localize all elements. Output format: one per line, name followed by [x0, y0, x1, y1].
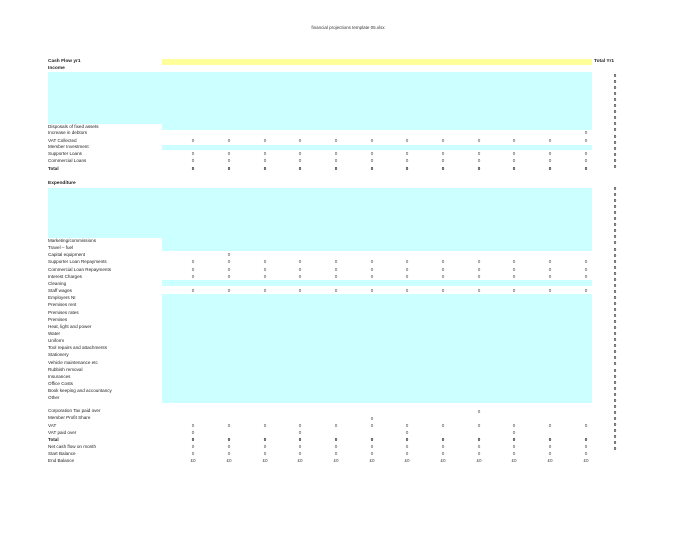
cell-value[interactable]: 0: [191, 430, 195, 435]
summary-row: Total: [48, 437, 59, 442]
expenditure-row: Employers NI: [48, 295, 76, 301]
cell-value[interactable]: 0: [405, 166, 409, 171]
expenditure-row: Tool repairs and attachments: [48, 345, 107, 351]
cell-value[interactable]: 0: [405, 288, 409, 294]
total-yr1-value: 0: [613, 115, 617, 121]
expenditure-row: Interest Charges: [48, 273, 82, 279]
cell-value[interactable]: 0: [548, 288, 552, 294]
total-yr1-value: 0: [613, 355, 617, 361]
cell-value[interactable]: 0: [548, 423, 552, 428]
cell-value[interactable]: 0: [263, 166, 267, 171]
total-yr1-value: 0: [613, 240, 617, 246]
cell-value[interactable]: 0: [298, 430, 302, 435]
total-yr1-value: 0: [613, 145, 617, 151]
total-yr1-value: 0: [613, 121, 617, 127]
total-yr1-value: 0: [613, 163, 617, 169]
total-yr1-value: 0: [613, 210, 617, 216]
cell-value[interactable]: 0: [298, 451, 302, 456]
cell-value[interactable]: 0: [227, 273, 231, 279]
cell-value[interactable]: 0: [191, 423, 195, 428]
cell-value[interactable]: 0: [370, 273, 374, 279]
cell-value[interactable]: 0: [227, 166, 231, 171]
income-input-area: [48, 72, 592, 124]
cell-value[interactable]: 0: [512, 158, 516, 163]
cell-value[interactable]: 0: [584, 138, 588, 143]
cell-value[interactable]: 0: [512, 430, 516, 435]
cell-value[interactable]: 0: [227, 138, 231, 143]
cell-value[interactable]: 0: [477, 259, 481, 265]
income-row: Member Investment: [48, 144, 89, 149]
cell-value[interactable]: 0: [227, 444, 231, 449]
cell-value[interactable]: 0: [227, 288, 231, 294]
cell-value[interactable]: £0: [404, 458, 410, 463]
expenditure-row: Marketing/commissions: [48, 238, 96, 243]
total-yr1-value: 0: [613, 373, 617, 379]
total-yr1-value: 0: [613, 73, 617, 78]
income-row: Total: [48, 166, 59, 171]
total-yr1-value: 0: [613, 216, 617, 222]
cell-value[interactable]: 0: [441, 158, 445, 163]
cell-value[interactable]: £0: [547, 458, 553, 463]
expenditure-row: Book keeping and accountancy: [48, 388, 112, 394]
expenditure-row: Supporter Loan Repayments: [48, 259, 107, 265]
cell-value[interactable]: 0: [191, 266, 195, 272]
cell-value[interactable]: £0: [262, 458, 268, 463]
cell-value[interactable]: 0: [441, 423, 445, 428]
cell-value[interactable]: 0: [263, 259, 267, 265]
cell-value[interactable]: 0: [477, 166, 481, 171]
cell-value[interactable]: 0: [370, 266, 374, 272]
total-yr1-value: 0: [613, 79, 617, 85]
header-band: [162, 59, 592, 65]
cell-value[interactable]: 0: [584, 451, 588, 456]
total-yr1-value: 0: [613, 270, 617, 276]
cell-value[interactable]: 0: [191, 138, 195, 143]
cell-value[interactable]: 0: [334, 437, 338, 442]
total-yr1-value: 0: [613, 186, 617, 191]
income-row: Commercial Loans: [48, 158, 87, 163]
cell-value[interactable]: 0: [334, 451, 338, 456]
expenditure-row: Staff wages: [48, 288, 72, 294]
cell-value[interactable]: 0: [405, 451, 409, 456]
total-yr1-value: 0: [613, 343, 617, 349]
total-yr1-value: 0: [613, 204, 617, 210]
cell-value[interactable]: 0: [441, 138, 445, 143]
total-yr1-value: 0: [613, 151, 617, 157]
cell-value[interactable]: 0: [584, 444, 588, 449]
sheet-heading: Cash Flow yr1: [48, 59, 81, 64]
cell-value[interactable]: 0: [227, 259, 231, 265]
cell-value[interactable]: £0: [333, 458, 339, 463]
cell-value[interactable]: 0: [263, 288, 267, 294]
cell-value[interactable]: 0: [584, 151, 588, 156]
cell-value[interactable]: 0: [334, 158, 338, 163]
cell-value[interactable]: 0: [370, 151, 374, 156]
cell-value[interactable]: 0: [441, 451, 445, 456]
cell-value[interactable]: 0: [548, 158, 552, 163]
cell-value[interactable]: 0: [370, 437, 374, 442]
total-yr1-value: 0: [613, 91, 617, 97]
income-row: Supporter Loans: [48, 151, 82, 156]
cell-value[interactable]: 0: [584, 266, 588, 272]
cell-value[interactable]: 0: [512, 451, 516, 456]
cell-value[interactable]: 0: [548, 138, 552, 143]
total-yr1-value: 0: [613, 415, 617, 421]
cell-value[interactable]: 0: [263, 158, 267, 163]
total-yr1-value: 0: [613, 367, 617, 373]
summary-row: Net cash flow on month: [48, 444, 97, 449]
cell-value[interactable]: 0: [298, 166, 302, 171]
expenditure-input-area: [48, 188, 592, 238]
cell-value[interactable]: 0: [512, 288, 516, 294]
cell-value[interactable]: £0: [440, 458, 446, 463]
cell-value[interactable]: 0: [191, 158, 195, 163]
cell-value[interactable]: 0: [263, 451, 267, 456]
total-yr1-value: 0: [613, 264, 617, 270]
cell-value[interactable]: 0: [370, 451, 374, 456]
cell-value[interactable]: 0: [370, 158, 374, 163]
expenditure-row: Other: [48, 395, 60, 401]
cell-value[interactable]: 0: [405, 266, 409, 272]
cell-value[interactable]: 0: [584, 423, 588, 428]
cell-value[interactable]: 0: [191, 437, 195, 442]
cell-value[interactable]: 0: [370, 166, 374, 171]
cell-value[interactable]: 0: [298, 158, 302, 163]
cell-value[interactable]: 0: [477, 151, 481, 156]
total-yr1-value: 0: [613, 109, 617, 115]
total-yr1-value: 0: [613, 157, 617, 163]
total-yr1-value: 0: [613, 97, 617, 103]
total-yr1-value: 0: [613, 446, 617, 452]
total-yr1-value: 0: [613, 397, 617, 403]
overheads-band: [162, 294, 592, 403]
cell-value[interactable]: £0: [297, 458, 303, 463]
cell-value[interactable]: 0: [263, 423, 267, 428]
cell-value[interactable]: 0: [191, 166, 195, 171]
cell-value[interactable]: 0: [227, 437, 231, 442]
total-yr1-value: 0: [613, 276, 617, 282]
cell-value[interactable]: 0: [512, 266, 516, 272]
cell-value[interactable]: 0: [298, 444, 302, 449]
cell-value[interactable]: 0: [227, 252, 231, 257]
cell-value[interactable]: 0: [334, 273, 338, 279]
cell-value[interactable]: 0: [405, 259, 409, 265]
cell-value[interactable]: 0: [298, 288, 302, 294]
cell-value[interactable]: 0: [584, 288, 588, 294]
expenditure-row: Water: [48, 330, 61, 336]
cell-value[interactable]: 0: [477, 266, 481, 272]
cell-value[interactable]: 0: [512, 151, 516, 156]
total-yr1-value: 0: [613, 331, 617, 337]
summary-row: Member Profit Share: [48, 415, 91, 420]
summary-row: VAT: [48, 423, 57, 428]
total-yr1-value: 0: [613, 133, 617, 139]
cell-value[interactable]: 0: [441, 266, 445, 272]
cell-value[interactable]: 0: [263, 273, 267, 279]
total-yr1-value: 0: [613, 85, 617, 91]
total-yr1-value: 0: [613, 319, 617, 325]
cell-value[interactable]: 0: [477, 273, 481, 279]
expenditure-row: Premises rates: [48, 309, 79, 315]
cell-value[interactable]: 0: [227, 423, 231, 428]
expenditure-row: Rubbish removal: [48, 366, 83, 372]
cell-value[interactable]: 0: [548, 437, 552, 442]
cell-value[interactable]: 0: [477, 288, 481, 294]
expenditure-input-area-right: [162, 238, 592, 251]
total-yr1-value: 0: [613, 325, 617, 331]
cell-value[interactable]: £0: [190, 458, 196, 463]
cell-value[interactable]: 0: [334, 166, 338, 171]
cell-value[interactable]: 0: [405, 444, 409, 449]
expenditure-row: Cleaning: [48, 280, 67, 286]
cell-value[interactable]: 0: [370, 423, 374, 428]
total-yr1-value: 0: [613, 440, 617, 446]
cell-value[interactable]: 0: [227, 451, 231, 456]
expenditure-row: Commercial Loan Repayments: [48, 266, 112, 272]
cell-value[interactable]: 0: [370, 288, 374, 294]
expenditure-row: Stationery: [48, 352, 69, 358]
cell-value[interactable]: 0: [405, 273, 409, 279]
income-row: Disposals of fixed assets: [48, 124, 99, 129]
cell-value[interactable]: £0: [369, 458, 375, 463]
cell-value[interactable]: 0: [477, 451, 481, 456]
cell-value[interactable]: 0: [263, 266, 267, 272]
total-yr1-value: 0: [613, 403, 617, 409]
cell-value[interactable]: 0: [263, 138, 267, 143]
cell-value[interactable]: 0: [227, 151, 231, 156]
total-yr1-value: 0: [613, 307, 617, 312]
cell-value[interactable]: 0: [191, 259, 195, 265]
income-row: VAT Collected: [48, 138, 77, 143]
cell-value[interactable]: 0: [548, 266, 552, 272]
income-row: Increase in debtors: [48, 130, 88, 135]
cell-value[interactable]: 0: [477, 444, 481, 449]
total-yr1-value: 0: [613, 421, 617, 427]
total-yr1-value: 0: [613, 337, 617, 343]
total-yr1-value: 0: [613, 228, 617, 234]
cell-value[interactable]: 0: [227, 266, 231, 272]
cell-value[interactable]: 0: [191, 451, 195, 456]
cell-value[interactable]: 0: [334, 259, 338, 265]
cell-value[interactable]: 0: [584, 273, 588, 279]
expenditure-row: Premises rent: [48, 302, 77, 308]
cell-value[interactable]: 0: [405, 158, 409, 163]
cell-value[interactable]: 0: [334, 423, 338, 428]
cell-value[interactable]: 0: [477, 409, 481, 414]
summary-row: Corporation Tax paid over: [48, 408, 101, 413]
cell-value[interactable]: £0: [583, 458, 589, 463]
cell-value[interactable]: 0: [441, 437, 445, 442]
cell-value[interactable]: 0: [512, 437, 516, 442]
cell-value[interactable]: 0: [405, 437, 409, 442]
cell-value[interactable]: 0: [370, 416, 374, 421]
total-yr1-value: 0: [613, 234, 617, 240]
total-yr1-value: 0: [613, 391, 617, 397]
cell-value[interactable]: 0: [298, 266, 302, 272]
total-yr1-value: 0: [613, 313, 617, 319]
total-yr1-value: 0: [613, 409, 617, 415]
cell-value[interactable]: 0: [441, 151, 445, 156]
cell-value[interactable]: 0: [263, 437, 267, 442]
cell-value[interactable]: 0: [548, 273, 552, 279]
cell-value[interactable]: 0: [334, 138, 338, 143]
cell-value[interactable]: £0: [476, 458, 482, 463]
total-yr1-value: 0: [613, 192, 617, 198]
cell-value[interactable]: 0: [370, 444, 374, 449]
cell-value[interactable]: 0: [548, 451, 552, 456]
cell-value[interactable]: 0: [477, 138, 481, 143]
cell-value[interactable]: 0: [405, 423, 409, 428]
cell-value[interactable]: 0: [512, 423, 516, 428]
expenditure-row: Premises: [48, 316, 68, 322]
cell-value[interactable]: 0: [263, 444, 267, 449]
expenditure-row: Uniform: [48, 338, 65, 344]
cell-value[interactable]: 0: [298, 259, 302, 265]
cell-value[interactable]: 0: [334, 444, 338, 449]
cell-value[interactable]: 0: [298, 423, 302, 428]
expenditure-row: Office Costs: [48, 381, 73, 386]
expenditure-row: Insurances: [48, 373, 71, 379]
total-yr1-value: 0: [613, 252, 617, 258]
cell-value[interactable]: 0: [548, 259, 552, 265]
cell-value[interactable]: 0: [263, 151, 267, 156]
cell-value[interactable]: 0: [584, 158, 588, 163]
cell-value[interactable]: 0: [191, 273, 195, 279]
cell-value[interactable]: 0: [441, 259, 445, 265]
cell-value[interactable]: 0: [477, 437, 481, 442]
cell-value[interactable]: 0: [477, 423, 481, 428]
cell-value[interactable]: 0: [370, 138, 374, 143]
cell-value[interactable]: 0: [405, 151, 409, 156]
cell-value[interactable]: 0: [191, 288, 195, 294]
cell-value[interactable]: 0: [334, 288, 338, 294]
expenditure-row: Capital equipment: [48, 252, 86, 258]
cleaning-band: [162, 280, 592, 286]
total-yr1-value: 0: [613, 349, 617, 355]
total-column-header: Total Yr1: [594, 59, 615, 64]
cell-value[interactable]: 0: [441, 288, 445, 294]
member-investment-band: [162, 145, 592, 150]
cell-value[interactable]: £0: [511, 458, 517, 463]
total-yr1-value: 0: [613, 434, 617, 440]
cell-value[interactable]: 0: [370, 259, 374, 265]
summary-row: VAT paid over: [48, 430, 77, 435]
total-yr1-value: 0: [613, 127, 617, 133]
cell-value[interactable]: 0: [512, 138, 516, 143]
cell-value[interactable]: 0: [298, 437, 302, 442]
cell-value[interactable]: 0: [512, 259, 516, 265]
cell-value[interactable]: 0: [477, 158, 481, 163]
cell-value[interactable]: 0: [441, 444, 445, 449]
cell-value[interactable]: 0: [405, 138, 409, 143]
total-yr1-value: 0: [613, 282, 617, 288]
cell-value[interactable]: 0: [227, 158, 231, 163]
cell-value[interactable]: 0: [512, 444, 516, 449]
cell-value[interactable]: 0: [298, 273, 302, 279]
cell-value[interactable]: 0: [405, 430, 409, 435]
cell-value[interactable]: 0: [441, 166, 445, 171]
total-yr1-value: 0: [613, 258, 617, 264]
cell-value[interactable]: 0: [298, 138, 302, 143]
total-yr1-value: 0: [613, 103, 617, 109]
cell-value[interactable]: 0: [584, 259, 588, 265]
total-yr1-value: 0: [613, 288, 617, 294]
summary-row: End Balance: [48, 458, 75, 463]
income-input-area-right: [162, 124, 592, 130]
cell-value[interactable]: 0: [584, 166, 588, 171]
total-yr1-value: 0: [613, 222, 617, 228]
cell-value[interactable]: £0: [226, 458, 232, 463]
total-yr1-value: 0: [613, 246, 617, 252]
summary-row: Start Balance: [48, 451, 76, 456]
total-yr1-value: 0: [613, 428, 617, 433]
total-yr1-value: 0: [613, 379, 617, 385]
cell-value[interactable]: 0: [334, 266, 338, 272]
cell-value[interactable]: 0: [512, 273, 516, 279]
income-heading: Income: [48, 66, 65, 71]
document-title: financial projections template 05.xlsx: [311, 25, 385, 30]
total-yr1-value: 0: [613, 198, 617, 204]
cell-value[interactable]: 0: [441, 273, 445, 279]
cell-value[interactable]: 0: [298, 151, 302, 156]
total-yr1-value: 0: [613, 300, 617, 306]
cell-value[interactable]: 0: [512, 166, 516, 171]
expenditure-row: Vehicle maintenance etc: [48, 359, 98, 365]
cell-value[interactable]: 0: [191, 444, 195, 449]
total-yr1-value: 0: [613, 385, 617, 391]
cell-value[interactable]: 0: [191, 151, 195, 156]
cell-value[interactable]: 0: [548, 166, 552, 171]
cell-value[interactable]: 0: [584, 437, 588, 442]
cell-value[interactable]: 0: [548, 151, 552, 156]
cell-value[interactable]: 0: [548, 444, 552, 449]
expenditure-row: Heat, light and power: [48, 323, 92, 329]
total-yr1-value: 0: [613, 139, 617, 145]
expenditure-row: Travel – fuel: [48, 245, 74, 251]
expenditure-heading: Expenditure: [48, 181, 76, 186]
total-yr1-value: 0: [613, 294, 617, 300]
total-yr1-value: 0: [613, 361, 617, 367]
cell-value[interactable]: 0: [334, 151, 338, 156]
cell-value[interactable]: 0: [584, 130, 588, 135]
